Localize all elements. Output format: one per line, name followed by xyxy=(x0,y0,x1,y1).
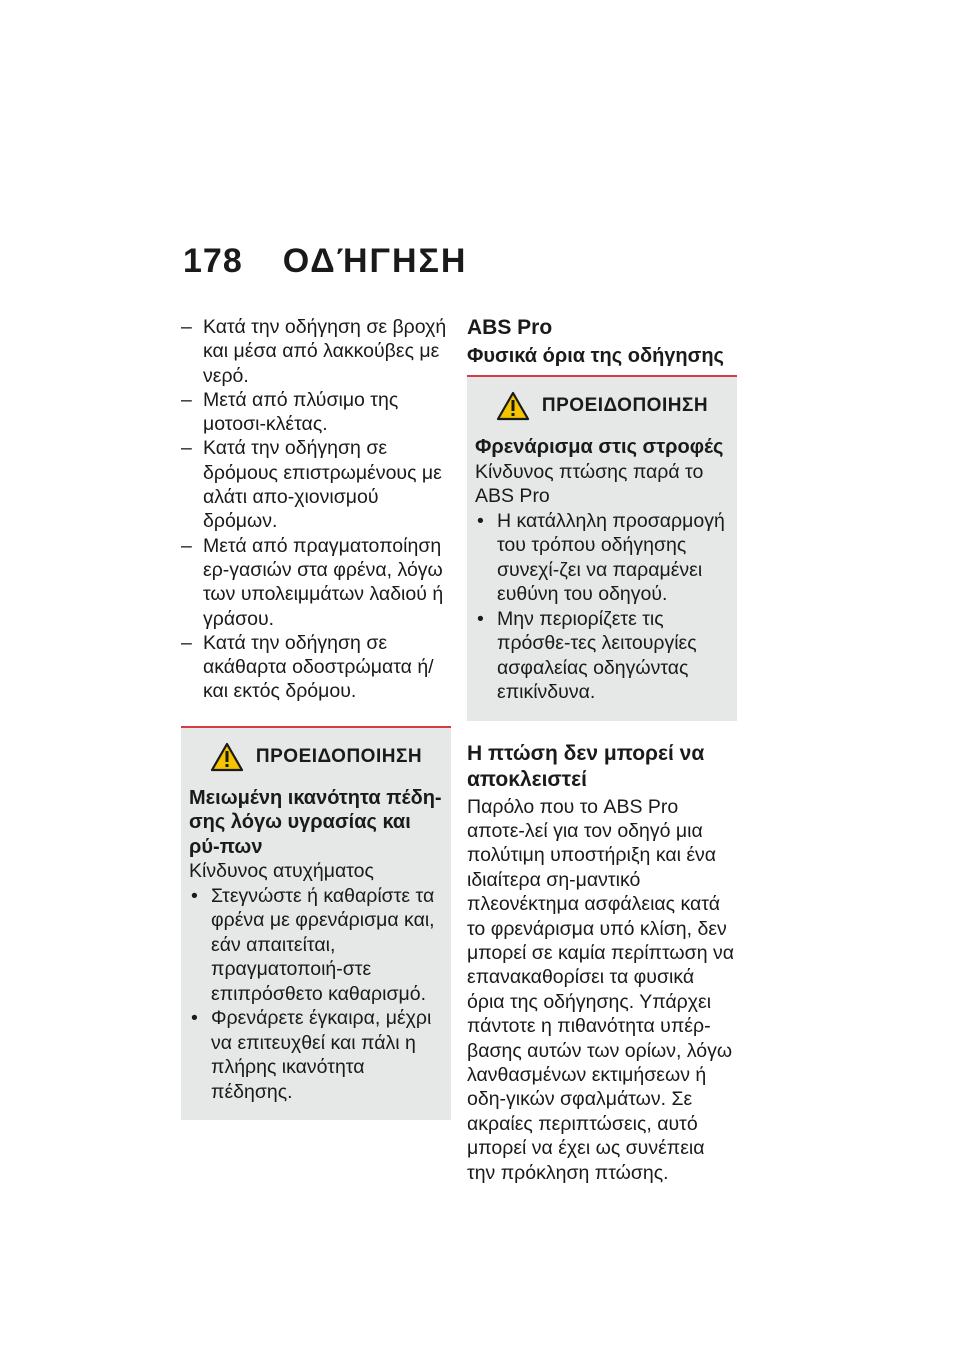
warning-title: ΠΡΟΕΙΔΟΠΟΙΗΣΗ xyxy=(541,395,709,416)
dash-marker: – xyxy=(181,631,192,654)
warning-triangle-icon xyxy=(210,742,244,772)
section-subtitle: Φυσικά όρια της οδήγησης xyxy=(467,343,737,377)
right-column xyxy=(467,315,737,1185)
list-item: – Κατά την οδήγηση σε ακάθαρτα οδοστρώματα ή/και εκτός δρόμου. xyxy=(181,631,434,703)
list-item: • Μην περιορίζετε τις πρόσθε-τες λειτουργίες ασφαλείας οδηγώντας επικίνδυνα. xyxy=(477,607,697,703)
bullet-list xyxy=(475,509,729,705)
warning-box xyxy=(181,726,451,1121)
list-item: – Κατά την οδήγηση σε βροχή και μέσα από λακκούβες με νερό. xyxy=(181,316,447,387)
warning-subheading: Κίνδυνος πτώσης παρά το ABS Pro xyxy=(475,460,704,507)
left-column xyxy=(181,315,451,1120)
list-item: – Μετά από πραγματοποίηση ερ-γασιών στα φρένα, λόγω των υπολειμμάτων λαδιού ή γράσου. xyxy=(181,534,444,630)
warning-triangle-icon xyxy=(496,391,530,421)
warning-heading: Μειωμένη ικανότητα πέδη-σης λόγω υγρασίας και ρύ-πων xyxy=(189,786,442,858)
warning-box xyxy=(467,377,737,721)
bullet-marker: • xyxy=(191,1007,198,1030)
body-paragraph: Παρόλο που το ABS Pro αποτε-λεί για τον οδηγό μια πολύτιμη υποστήριξη και ένα ιδιαίτερα ση-μαντικό πλεονέκτημα ασφάλειας κατά το φρενάρισμα υπό κλίση, δεν μπορεί σε καμία περίπτωση να επανακαθορίσει τα φυσικά όρια της οδήγησης. Υπάρχει πάντοτε η πιθανότητα υπέρ-βασης αυτών των ορίων, λόγω λανθασμένων εκτιμήσεων ή οδη-γικών σφαλμάτων. Σε ακραίες περιπτώσεις, αυτό μπορεί να έχει ως συνέπεια την πρόκληση πτώσης. xyxy=(467,795,734,1184)
list-item: • Η κατάλληλη προσαρμογή του τρόπου οδήγησης συνεχί-ζει να παραμένει ευθύνη του οδηγού. xyxy=(477,509,725,605)
dash-list xyxy=(181,315,451,704)
section-title: ABS Pro xyxy=(467,316,553,339)
warning-header xyxy=(475,391,729,421)
warning-subheading: Κίνδυνος ατυχήματος xyxy=(189,860,374,883)
bullet-list xyxy=(189,884,443,1105)
warning-header xyxy=(189,742,443,772)
section-heading: Η πτώση δεν μπορεί να αποκλειστεί xyxy=(467,741,705,791)
dash-marker: – xyxy=(181,388,192,411)
page-number: 178 xyxy=(183,242,243,280)
bullet-marker: • xyxy=(477,607,484,630)
list-item: – Κατά την οδήγηση σε δρόμους επιστρωμένους με αλάτι απο-χιονισμού δρόμων. xyxy=(181,437,442,533)
list-item: • Φρενάρετε έγκαιρα, μέχρι να επιτευχθεί και πάλι η πλήρης ικανότητα πέδησης. xyxy=(191,1007,432,1103)
list-item: • Στεγνώστε ή καθαρίστε τα φρένα με φρενάρισμα και, εάν απαιτείται, πραγματοποιή-στε επιπρόσθετο καθαρισμό. xyxy=(191,884,435,1005)
warning-heading: Φρενάρισμα στις στροφές xyxy=(475,436,724,458)
dash-marker: – xyxy=(181,316,192,338)
page-header xyxy=(183,242,467,281)
list-item: – Μετά από πλύσιμο της μοτοσι-κλέτας. xyxy=(181,388,399,436)
dash-marker: – xyxy=(181,534,192,557)
bullet-marker: • xyxy=(191,884,198,907)
warning-title: ΠΡΟΕΙΔΟΠΟΙΗΣΗ xyxy=(255,745,423,767)
chapter-title: ΟΔΉΓΗΣΗ xyxy=(282,242,468,280)
bullet-marker: • xyxy=(477,509,484,532)
dash-marker: – xyxy=(181,437,192,460)
